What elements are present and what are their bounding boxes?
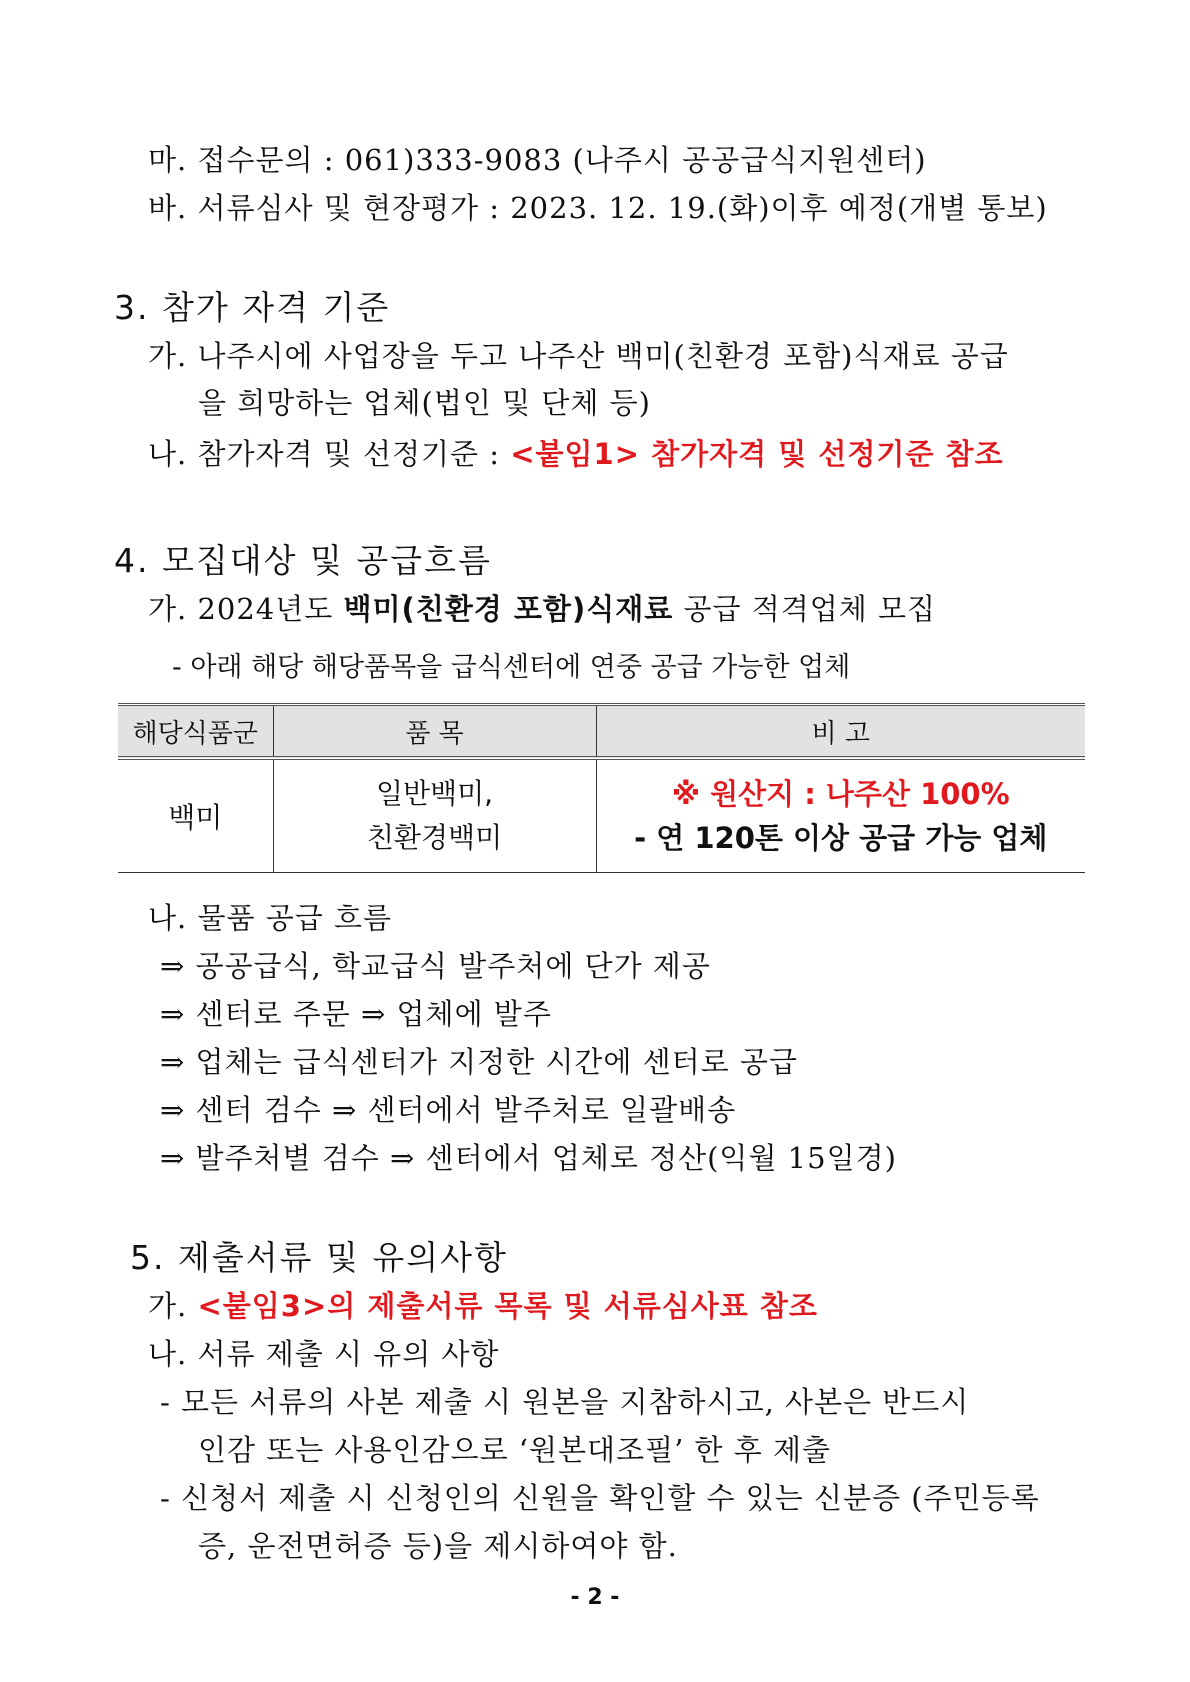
bullet-id-check-line2: 증, 운전면허증 등)을 제시하여야 함.: [198, 1529, 678, 1563]
section-4-subnote: - 아래 해당 해당품목을 급식센터에 연중 공급 가능한 업체: [172, 652, 851, 683]
table-cell-items-line1: 일반백미,: [375, 777, 494, 810]
table-header-row: [118, 705, 1085, 759]
section-4-heading: 4. 모집대상 및 공급흐름: [114, 541, 492, 580]
table-cell-items-line2: 친환경백미: [366, 821, 503, 854]
section-3-item-ga-line2: 을 희망하는 업체(법인 및 단체 등): [198, 386, 651, 420]
section-3-heading: 3. 참가 자격 기준: [114, 288, 391, 327]
flow-step-4: ⇒ 센터 검수 ⇒ 센터에서 발주처로 일괄배송: [160, 1093, 737, 1127]
section-4-item-ga: [148, 587, 936, 628]
flow-step-2: ⇒ 센터로 주문 ⇒ 업체에 발주: [160, 997, 552, 1031]
section-3-item-ga-line1: 가. 나주시에 사업장을 두고 나주산 백미(친환경 포함)식재료 공급: [148, 339, 1009, 373]
supply-items-table: [118, 703, 1085, 873]
table-header-food-group: 해당식품군: [118, 705, 273, 759]
flow-step-1: ⇒ 공공급식, 학교급식 발주처에 단가 제공: [160, 949, 711, 983]
origin-note: ※ 원산지 : 나주산 100%: [671, 777, 1010, 811]
table-cell-remarks: [596, 758, 1085, 873]
attachment-1-reference: <붙임1> 참가자격 및 선정기준 참조: [510, 437, 1004, 471]
section-5-item-ga: [148, 1284, 818, 1325]
review-schedule-line: 바. 서류심사 및 현장평가 : 2023. 12. 19.(화)이후 예정(개별 통보): [148, 191, 1048, 225]
section-4-item-ga-suffix: 공급 적격업체 모집: [673, 592, 937, 626]
table-header-remarks: 비 고: [596, 705, 1085, 759]
table-header-items: 품 목: [273, 705, 596, 759]
table-row: [118, 758, 1085, 873]
supply-capacity-note: - 연 120톤 이상 공급 가능 업체: [634, 821, 1048, 855]
section-3-item-na-label: 나. 참가자격 및 선정기준 :: [148, 437, 511, 471]
table-cell-food-group: 백미: [118, 758, 273, 873]
bullet-id-check-line1: - 신청서 제출 시 신청인의 신원을 확인할 수 있는 신분증 (주민등록: [160, 1481, 1040, 1515]
bullet-copy-submission-line2: 인감 또는 사용인감으로 ‘원본대조필’ 한 후 제출: [198, 1433, 832, 1467]
section-3-item-na: [148, 432, 1004, 473]
section-4-item-ga-prefix: 가. 2024년도: [148, 592, 344, 626]
receipt-inquiry-line: 마. 접수문의 : 061)333-9083 (나주시 공공급식지원센터): [148, 143, 927, 177]
table-cell-items: [273, 758, 596, 873]
section-5-item-na: 나. 서류 제출 시 유의 사항: [148, 1337, 500, 1371]
section-5-heading: 5. 제출서류 및 유의사항: [130, 1238, 508, 1277]
flow-step-3: ⇒ 업체는 급식센터가 지정한 시간에 센터로 공급: [160, 1045, 798, 1079]
page-number: - 2 -: [570, 1585, 620, 1610]
section-4-item-ga-bold: 백미(친환경 포함)식재료: [343, 592, 674, 626]
attachment-3-reference: <붙임3>의 제출서류 목록 및 서류심사표 참조: [197, 1289, 818, 1323]
section-5-item-ga-label: 가.: [148, 1289, 198, 1323]
bullet-copy-submission-line1: - 모든 서류의 사본 제출 시 원본을 지참하시고, 사본은 반드시: [160, 1385, 970, 1419]
section-4-item-na: 나. 물품 공급 흐름: [148, 901, 392, 935]
flow-step-5: ⇒ 발주처별 검수 ⇒ 센터에서 업체로 정산(익월 15일경): [160, 1141, 897, 1175]
